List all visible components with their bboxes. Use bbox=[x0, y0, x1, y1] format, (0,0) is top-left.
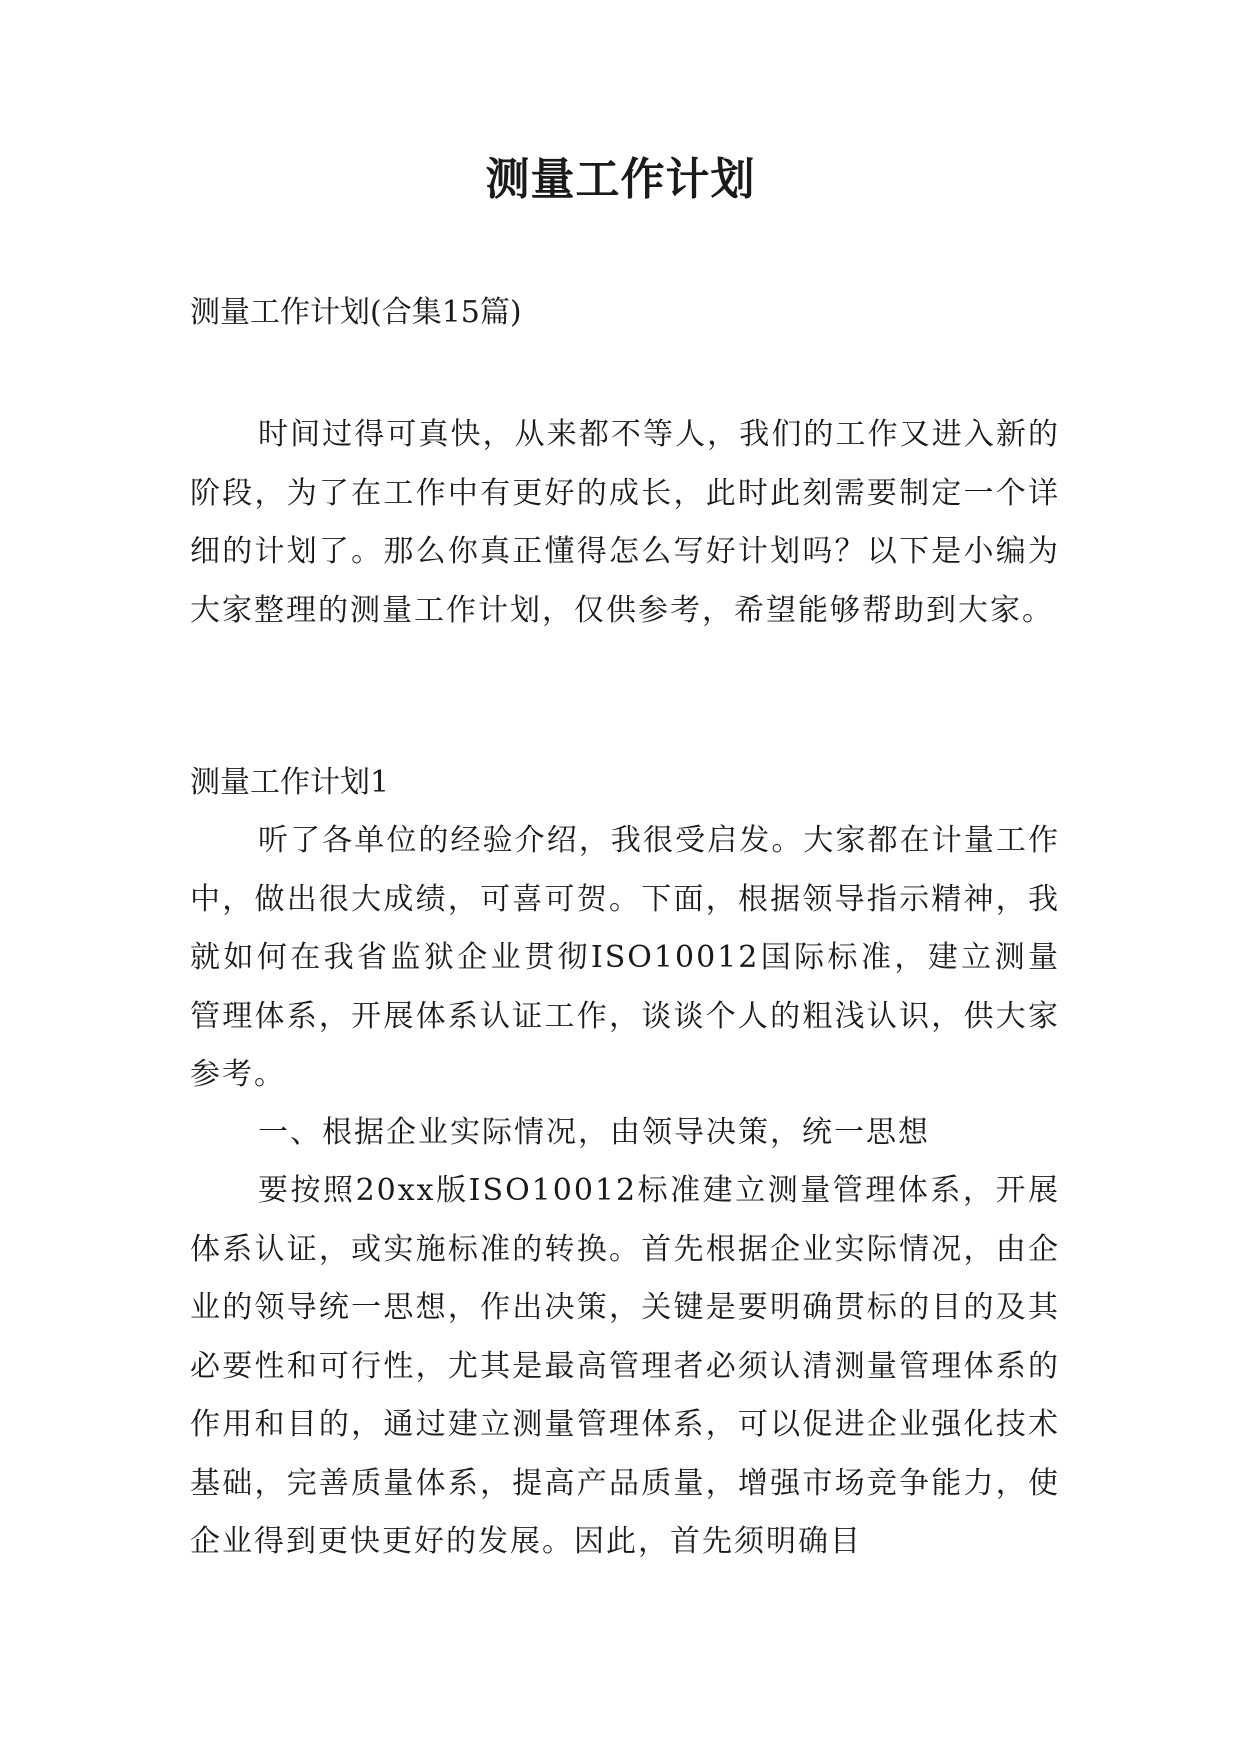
body-paragraph: 要按照20xx版ISO10012标准建立测量管理体系，开展体系认证，或实施标准的转换。首先根据企业实际情况，由企业的领导统一思想，作出决策，关键是要明确贯标的目的及其必要性和可行性，尤其是最高管理者必须认清测量管理体系的作用和目的，通过建立测量管理体系，可以促进企业强化技术基础，完善质量体系，提高产品质量，增强市场竞争能力，使企业得到更快更好的发展。因此，首先须明确目 bbox=[190, 1173, 1060, 1559]
document-subtitle: 测量工作计划(合集15篇) bbox=[190, 295, 522, 330]
subheading-paragraph: 一、根据企业实际情况，由领导决策，统一思想 bbox=[258, 1115, 930, 1150]
section-heading: 测量工作计划1 bbox=[190, 765, 390, 800]
body-paragraph: 听了各单位的经验介绍，我很受启发。大家都在计量工作中，做出很大成绩，可喜可贺。下面，根据领导指示精神，我就如何在我省监狱企业贯彻ISO10012国际标准，建立测量管理体系，开展体系认证工作，谈谈个人的粗浅认识，供大家参考。 bbox=[190, 823, 1060, 1092]
document-title: 测量工作计划 bbox=[485, 154, 756, 205]
intro-paragraph: 时间过得可真快，从来都不等人，我们的工作又进入新的阶段，为了在工作中有更好的成长，此时此刻需要制定一个详细的计划了。那么你真正懂得怎么写好计划吗？以下是小编为大家整理的测量工作计划，仅供参考，希望能够帮助到大家。 bbox=[190, 417, 1060, 628]
